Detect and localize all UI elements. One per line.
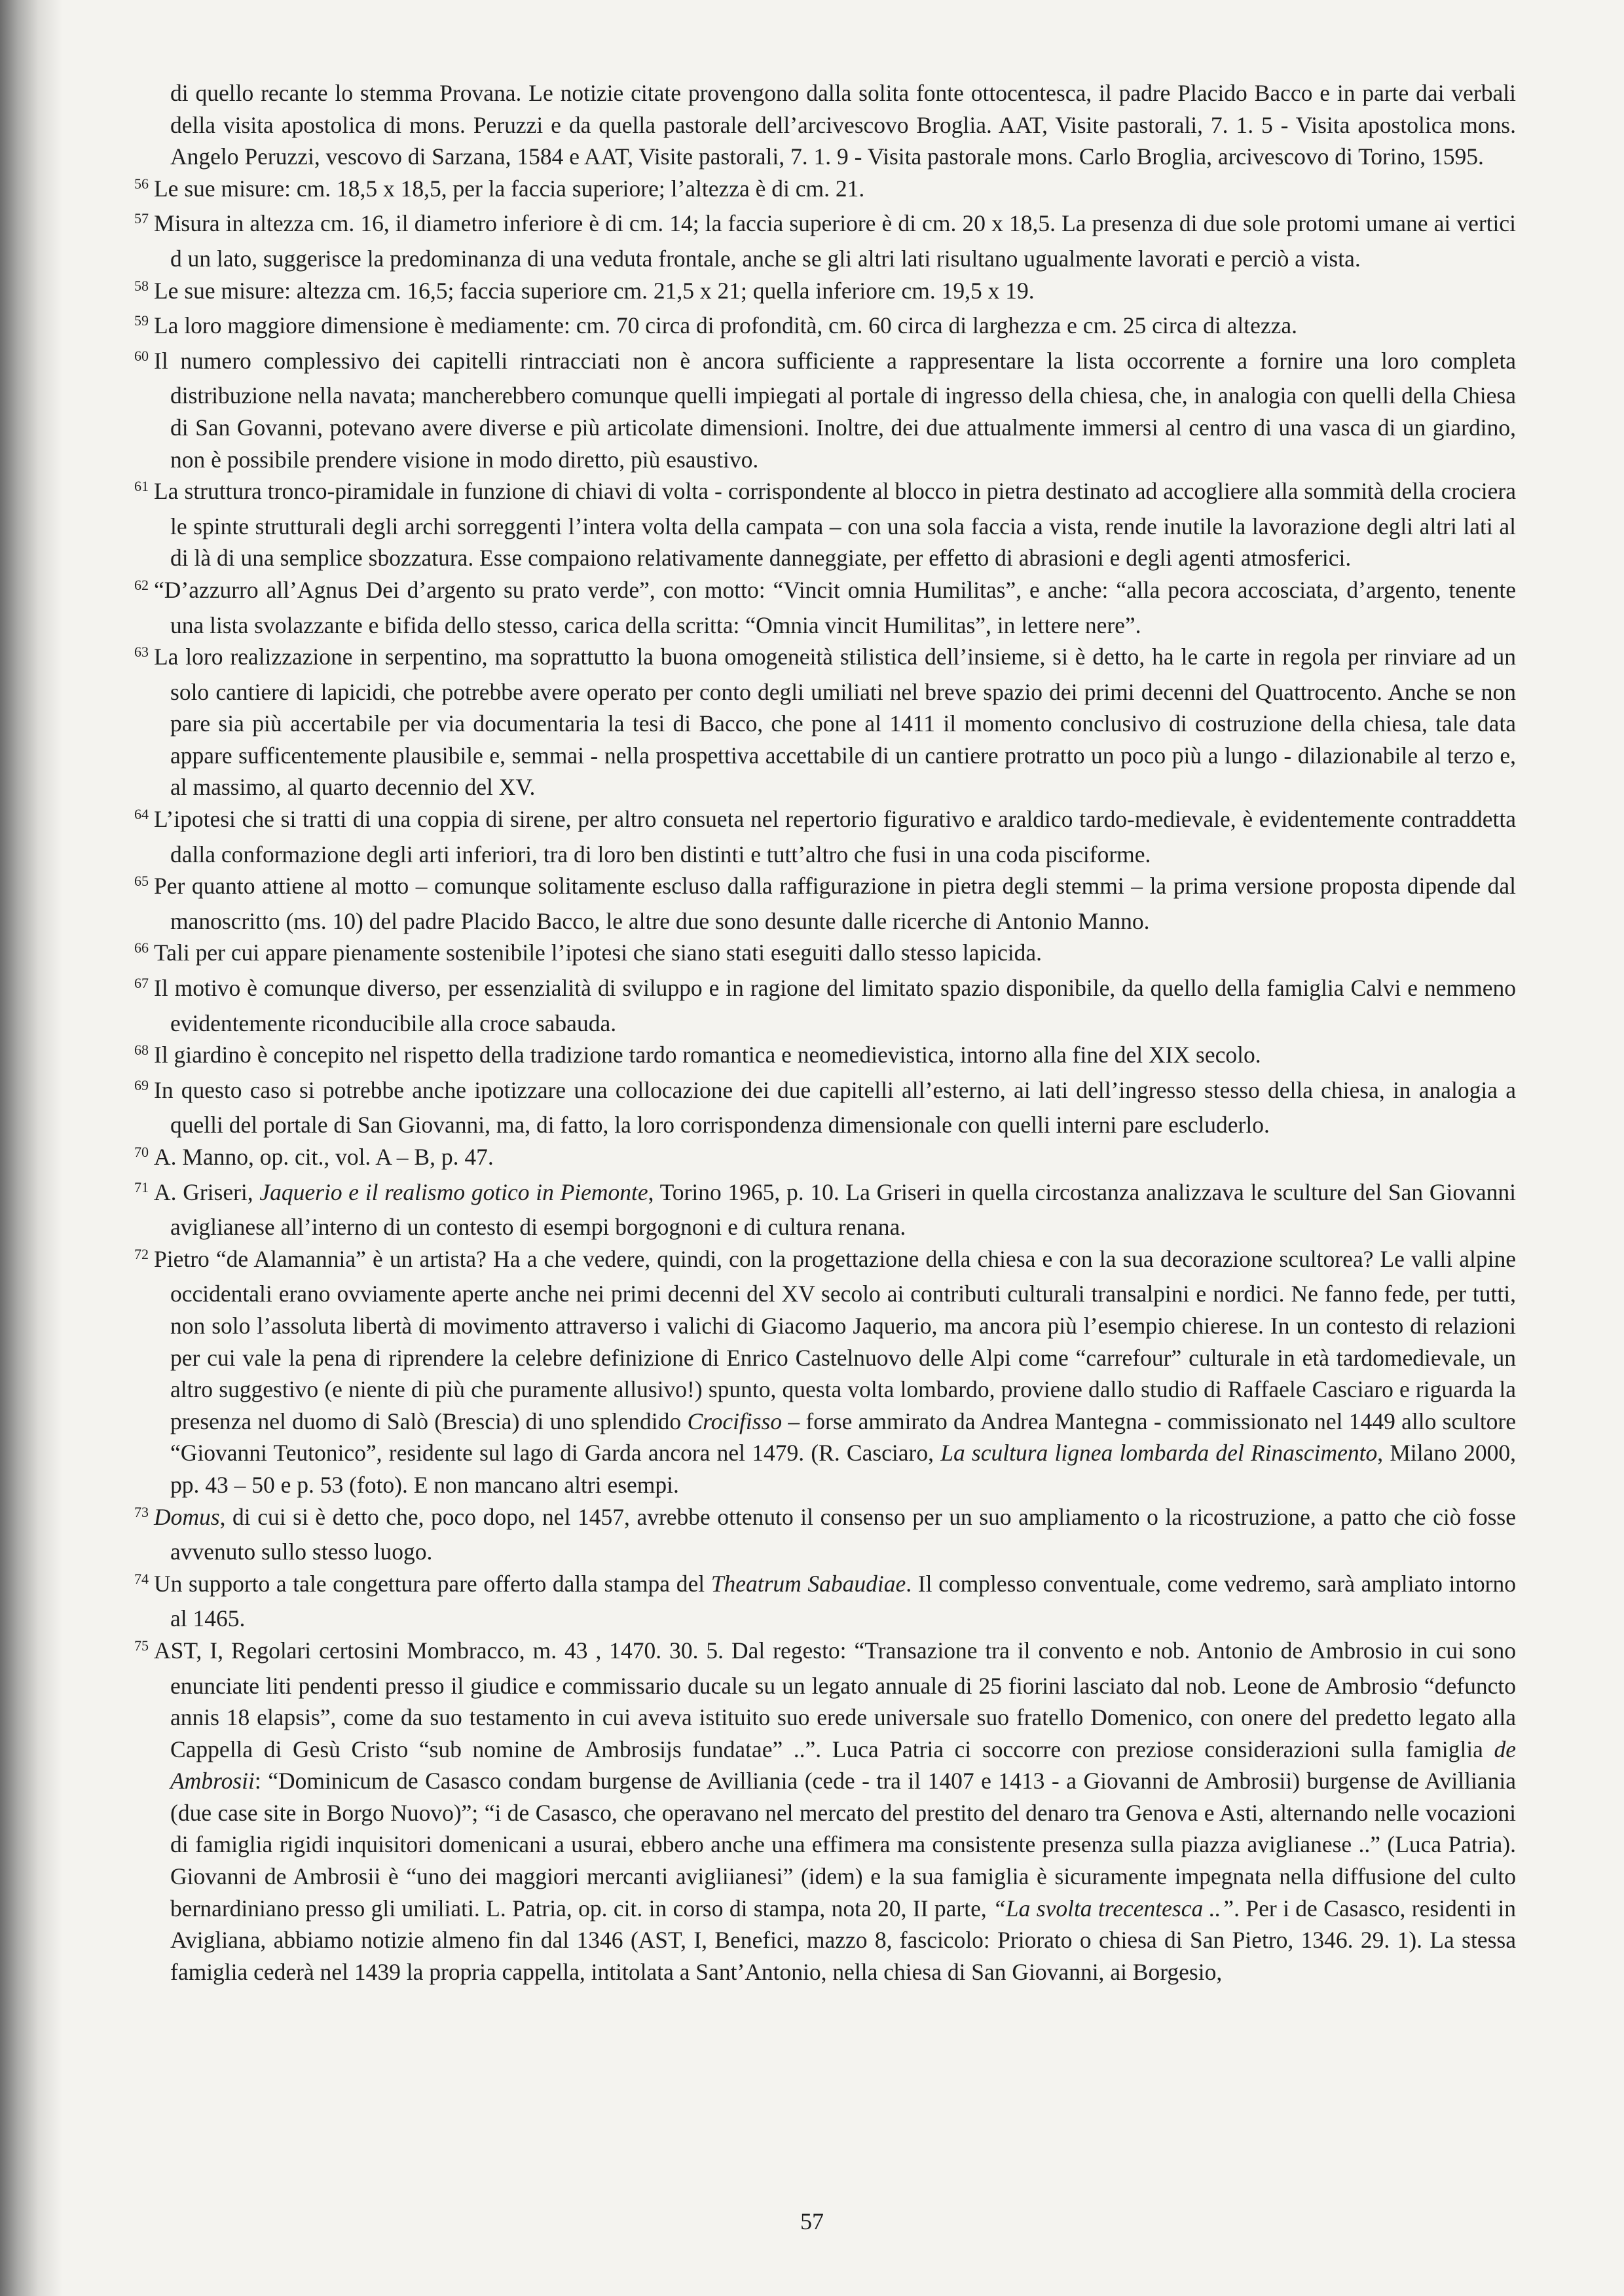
- footnote-number: 62: [134, 576, 149, 593]
- footnote-number: 59: [134, 312, 149, 329]
- footnote-70: [134, 1141, 1516, 1176]
- footnote-66: [134, 937, 1516, 972]
- footnote-italic-text: de Ambrosii: [170, 1736, 1516, 1795]
- footnote-73: [134, 1501, 1516, 1568]
- footnote-number: 71: [134, 1178, 149, 1195]
- footnote-text: La loro realizzazione in serpentino, ma soprattutto la buona omogeneità stilistica dell’insieme, si è detto, ha le carte in regola per rinviare ad un solo cantiere di lapicidi, che potrebbe avere operato per conto degli umiliati nel breve spazio dei primi decenni del Quattrocento. Anche se non pare sia più accertabile per via documentaria la tesi di Bacco, che pone al 1411 il momento conclusivo di costruzione della chiesa, tale data appare sufficentemente plausibile e, semmai - nella prospettiva accettabile di un cantiere protratto un poco più a lungo - dilazionabile al terzo e, al massimo, al quarto decennio del XV.: [154, 644, 1516, 801]
- footnote-text: . Il complesso conventuale, come vedremo, sarà ampliato intorno al 1465.: [170, 1570, 1516, 1632]
- footnote-italic-text: Jaquerio e il realismo gotico in Piemonte: [259, 1178, 648, 1205]
- footnote-63: [134, 641, 1516, 803]
- footnote-56: [134, 173, 1516, 208]
- footnote-text: A. Griseri,: [154, 1178, 260, 1205]
- footnote-number: 60: [134, 347, 149, 364]
- footnote-text: Tali per cui appare pienamente sostenibile l’ipotesi che siano stati eseguiti dallo stesso lapicida.: [154, 939, 1042, 966]
- footnote-number: 63: [134, 644, 149, 661]
- footnote-text: AST, I, Regolari certosini Mombracco, m. 43 , 1470. 30. 5. Dal regesto: “Transazione tra il convento e nob. Antonio de Ambrosio in cui sono enunciate liti pendenti presso il giudice e commissario ducale su un legato annuale di 25 fiorini lasciato dal nob. Leone de Ambrosio “defuncto annis 18 elapsis”, come da suo testamento in cui aveva istituito suo erede universale suo fratello Domenico, con onere del predetto legato alla Cappella di Gesù Cristo “sub nomine de Ambrosijs fundatae” ..”. Luca Patria ci soccorre con preziose considerazioni sulla famiglia: [154, 1637, 1516, 1762]
- footnote-text: La struttura tronco-piramidale in funzione di chiavi di volta - corrispondente al blocco in pietra destinato ad accogliere alla sommità della crociera le spinte strutturali degli archi sorreggenti l’intera volta della campata – con una sola faccia a vista, rende inutile la lavorazione degli altri lati al di là di una semplice sbozzatura. Esse compaiono relativamente danneggiate, per effetto di abrasioni e degli agenti atmosferici.: [154, 478, 1516, 572]
- footnote-italic-text: La scultura lignea lombarda del Rinascimento: [940, 1440, 1378, 1467]
- footnote-number: 65: [134, 873, 149, 890]
- footnote-number: 67: [134, 975, 149, 992]
- footnote-number: 58: [134, 277, 149, 294]
- document-page: [134, 77, 1516, 2238]
- footnote-text: Il giardino è concepito nel rispetto della tradizione tardo romantica e neomedievistica, intorno alla fine del XIX secolo.: [154, 1042, 1261, 1068]
- footnote-number: 70: [134, 1144, 149, 1160]
- page-number: 57: [800, 2208, 824, 2234]
- footnote-continuation: [134, 77, 1516, 173]
- footnote-68: [134, 1039, 1516, 1074]
- footnote-72: [134, 1243, 1516, 1501]
- footnote-text: In questo caso si potrebbe anche ipotizzare una collocazione dei due capitelli all’esterno, ai lati dell’ingresso stesso della chiesa, in analogia a quelli del portale di San Giovanni, ma, di fatto, la loro corrispondenza dimensionale con quelli interni pare escluderlo.: [154, 1076, 1516, 1139]
- footnote-text: – forse ammirato da Andrea Mantegna - commissionato nel 1449 allo scultore “Giovanni Teutonico”, residente sul lago di Garda ancora nel 1479. (R. Casciaro,: [170, 1408, 1517, 1467]
- footnote-text: Il motivo è comunque diverso, per essenzialità di sviluppo e in ragione del limitato spazio disponibile, da quello della famiglia Calvi e nemmeno evidentemente riconducibile alla croce sabauda.: [154, 975, 1516, 1036]
- footnote-64: [134, 803, 1516, 870]
- footnote-text: , di cui si è detto che, poco dopo, nel 1457, avrebbe ottenuto il consenso per un suo ampliamento o la ricostruzione, a patto che ciò fosse avvenuto sullo stesso luogo.: [170, 1503, 1516, 1565]
- footnote-text: . Per i de Casasco, residenti in Avigliana, abbiamo notizie almeno fin dal 1346 (AST, I, Benefici, mazzo 8, fascicolo: Priorato o chiesa di San Pietro, 1346. 29. 1). La stessa famiglia cederà nel 1439 la propria cappella, intitolata a Sant’Antonio, nella chiesa di San Giovanni, ai Borgesio,: [170, 1895, 1517, 1985]
- footnote-text: Le sue misure: altezza cm. 16,5; faccia superiore cm. 21,5 x 21; quella inferiore cm. 19,5 x 19.: [154, 277, 1035, 304]
- footnote-text: , Milano 2000, pp. 43 – 50 e p. 53 (foto). E non mancano altri esempi.: [170, 1440, 1516, 1498]
- footnote-text: A. Manno, op. cit., vol. A – B, p. 47.: [154, 1144, 494, 1170]
- footnote-text: : “Dominicum de Casasco condam burgense de Avilliania (cede - tra il 1407 e 1413 - a Giovanni de Ambrosii) burgense de Avilliania (due case site in Borgo Nuovo)”; “i de Casasco, che operavano nel mercato del prestito del denaro tra Genova e Asti, alternando nelle vocazioni di famiglia rigidi inquisitori domenicani a usurai, ebbero anche una effimera ma consistente presenza sulla piazza aviglianese ..” (Luca Patria). Giovanni de Ambrosii è “uno dei maggiori mercanti avigliianesi” (idem) e la sua famiglia è sicuramente impegnata nella diffusione del culto bernardiniano presso gli umiliati. L. Patria, op. cit. in corso di stampa, nota 20, II parte,: [170, 1768, 1516, 1922]
- footnote-text: , Torino 1965, p. 10. La Griseri in quella circostanza analizzava le sculture del San Giovanni aviglianese all’interno di un contesto di esempi borgognoni e di cultura renana.: [170, 1178, 1516, 1241]
- footnote-75: [134, 1635, 1516, 1988]
- footnote-number: 68: [134, 1042, 149, 1059]
- footnote-number: 57: [134, 210, 149, 227]
- footnote-67: [134, 972, 1516, 1039]
- footnote-text: Un supporto a tale congettura pare offerto dalla stampa del: [154, 1570, 711, 1597]
- footnote-text: “D’azzurro all’Agnus Dei d’argento su prato verde”, con motto: “Vincit omnia Humilitas”, e anche: “alla pecora accosciata, d’argento, tenente una lista svolazzante e bifida dello stesso, carica della scritta: “Omnia vincit Humilitas”, in lettere nere”.: [154, 576, 1516, 638]
- footnote-text: L’ipotesi che si tratti di una coppia di sirene, per altro consueta nel repertorio figurativo e araldico tardo-medievale, è evidentemente contraddetta dalla conformazione degli arti inferiori, tra di loro ben distinti e tutt’altro che fusi in una coda pisciforme.: [154, 806, 1516, 867]
- footnote-text: Le sue misure: cm. 18,5 x 18,5, per la faccia superiore; l’altezza è di cm. 21.: [154, 175, 865, 202]
- footnote-58: [134, 275, 1516, 310]
- footnotes-list: [134, 77, 1516, 1988]
- footnote-italic-text: “La svolta trecentesca ..”: [993, 1895, 1234, 1922]
- footnote-number: 66: [134, 939, 149, 957]
- footnote-number: 75: [134, 1637, 149, 1654]
- footnote-number: 72: [134, 1245, 149, 1262]
- footnote-text: Il numero complessivo dei capitelli rintracciati non è ancora sufficiente a rappresentare la lista occorrente a fornire una loro completa distribuzione nella navata; mancherebbero comunque quelli impiegati al portale di ingresso della chiesa, che, in analogia con quelli della Chiesa di San Govanni, potevano avere diverse e più articolate dimensioni. Inoltre, dei due attualmente immersi al centro di una vasca di un giardino, non è possibile prendere visione in modo diretto, più esaustivo.: [154, 347, 1516, 473]
- footnote-italic-text: Theatrum Sabaudiae: [710, 1570, 906, 1597]
- footnote-number: 61: [134, 478, 149, 495]
- footnote-60: [134, 345, 1516, 475]
- footnote-text: di quello recante lo stemma Provana. Le notizie citate provengono dalla solita fonte ottocentesca, il padre Placido Bacco e in parte dai verbali della visita apostolica di mons. Peruzzi e da quella pastorale dell’arcivescovo Broglia. AAT, Visite pastorali, 7. 1. 5 - Visita apostolica mons. Angelo Peruzzi, vescovo di Sarzana, 1584 e AAT, Visite pastorali, 7. 1. 9 - Visita pastorale mons. Carlo Broglia, arcivescovo di Torino, 1595.: [170, 80, 1516, 170]
- footnote-71: [134, 1176, 1516, 1243]
- footnote-59: [134, 310, 1516, 345]
- footnote-65: [134, 870, 1516, 937]
- footnote-text: Pietro “de Alamannia” è un artista? Ha a che vedere, quindi, con la progettazione della chiesa e con la sua decorazione scultorea? Le valli alpine occidentali erano ovviamente aperte anche nei primi decenni del XV secolo ai contributi culturali transalpini e nordici. Ne fanno fede, per tutti, non solo l’assoluta libertà di movimento attraverso i valichi di Giacomo Jaquerio, ma ancora più l’esempio chierese. In un contesto di relazioni per cui vale la pena di riprendere la celebre definizione di Enrico Castelnuovo delle Alpi come “carrefour” culturale in età tardomedievale, un altro suggestivo (e niente di più che puramente allusivo!) spunto, questa volta lombardo, proviene dallo studio di Raffaele Casciaro e riguarda la presenza nel duomo di Salò (Brescia) di uno splendido: [154, 1245, 1516, 1434]
- footnote-62: [134, 574, 1516, 641]
- footnote-74: [134, 1568, 1516, 1635]
- footnote-italic-text: Crocifisso: [687, 1408, 783, 1434]
- footnote-number: 56: [134, 175, 149, 192]
- footnote-italic-text: Domus: [154, 1503, 220, 1530]
- footnote-61: [134, 475, 1516, 574]
- footnote-57: [134, 208, 1516, 274]
- footnote-number: 69: [134, 1076, 149, 1093]
- footnote-69: [134, 1074, 1516, 1141]
- footnote-text: Misura in altezza cm. 16, il diametro inferiore è di cm. 14; la faccia superiore è di cm. 20 x 18,5. La presenza di due sole protomi umane ai vertici d un lato, suggerisce la predominanza di una veduta frontale, anche se gli altri lati risultano ugualmente lavorati e perciò a vista.: [154, 210, 1516, 272]
- footnote-number: 74: [134, 1570, 149, 1587]
- binding-shadow: [0, 0, 62, 2296]
- footnote-number: 73: [134, 1503, 149, 1520]
- footnote-text: La loro maggiore dimensione è mediamente: cm. 70 circa di profondità, cm. 60 circa di larghezza e cm. 25 circa di altezza.: [154, 312, 1297, 339]
- footnote-number: 64: [134, 806, 149, 823]
- footnote-text: Per quanto attiene al motto – comunque solitamente escluso dalla raffigurazione in pietra degli stemmi – la prima versione proposta dipende dal manoscritto (ms. 10) del padre Placido Bacco, le altre due sono desunte dalle ricerche di Antonio Manno.: [154, 873, 1516, 934]
